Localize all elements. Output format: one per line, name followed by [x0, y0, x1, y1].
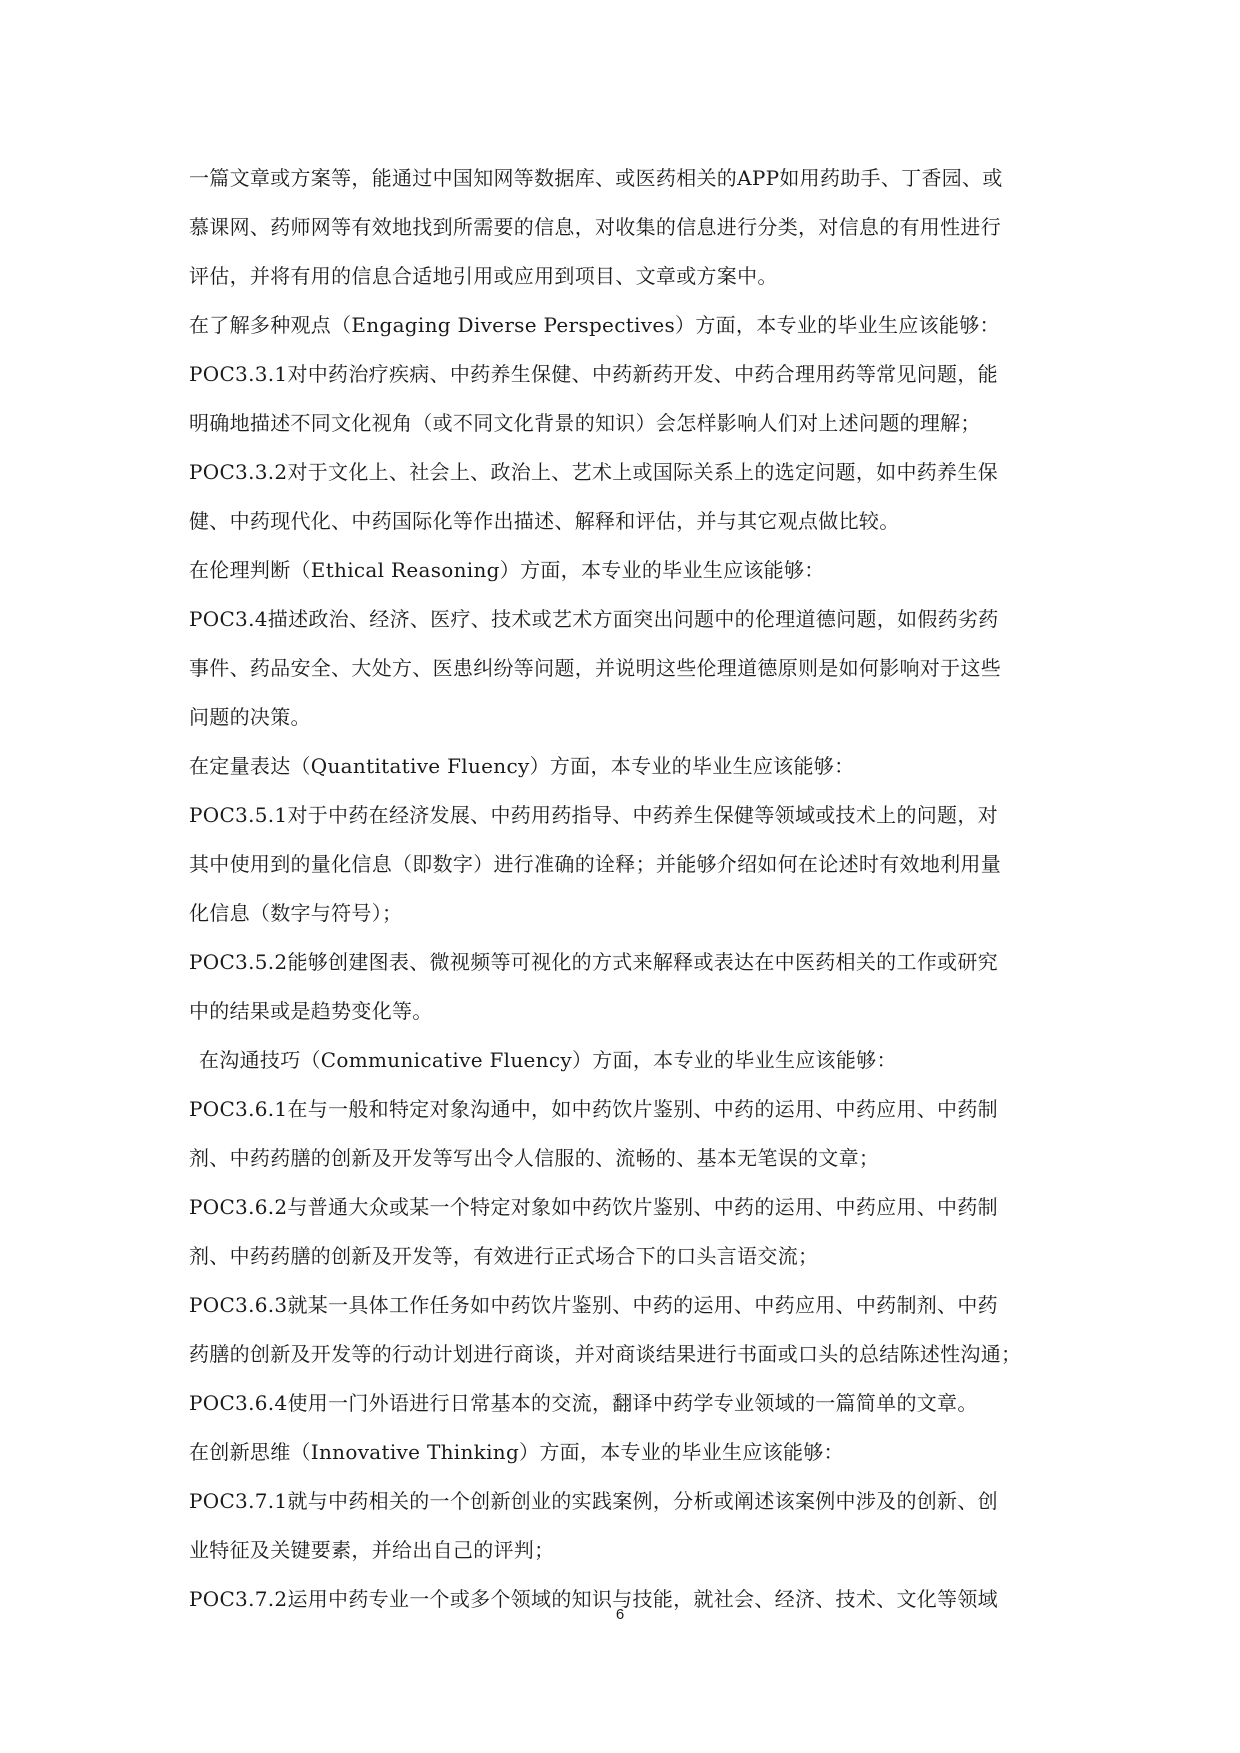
text-line: 明确地描述不同文化视角（或不同文化背景的知识）会怎样影响人们对上述问题的理解；	[189, 411, 981, 435]
text-line: POC3.4描述政治、经济、医疗、技术或艺术方面突出问题中的伦理道德问题，如假药劣药	[189, 607, 999, 631]
text-line: 一篇文章或方案等，能通过中国知网等数据库、或医药相关的APP如用药助手、丁香园、或	[189, 166, 1003, 190]
text-line: 慕课网、药师网等有效地找到所需要的信息，对收集的信息进行分类，对信息的有用性进行	[189, 215, 1001, 239]
body-text	[189, 154, 1059, 1624]
text-line: POC3.5.2能够创建图表、微视频等可视化的方式来解释或表达在中医药相关的工作或研究	[189, 950, 998, 974]
text-line: POC3.6.3就某一具体工作任务如中药饮片鉴别、中药的运用、中药应用、中药制剂、中药	[189, 1293, 998, 1317]
page-number: 6	[615, 1606, 625, 1623]
text-line: 中的结果或是趋势变化等。	[189, 999, 433, 1023]
text-line: 业特征及关键要素，并给出自己的评判；	[189, 1538, 555, 1562]
text-line: 其中使用到的量化信息（即数字）进行准确的诠释；并能够介绍如何在论述时有效地利用量	[189, 852, 1001, 876]
text-line: POC3.3.1对中药治疗疾病、中药养生保健、中药新药开发、中药合理用药等常见问题，能	[189, 362, 998, 386]
text-line: 化信息（数字与符号）；	[189, 901, 403, 925]
text-line: 剂、中药药膳的创新及开发等写出令人信服的、流畅的、基本无笔误的文章；	[189, 1146, 880, 1170]
text-line: 药膳的创新及开发等的行动计划进行商谈，并对商谈结果进行书面或口头的总结陈述性沟通；	[189, 1342, 1022, 1366]
text-line: POC3.5.1对于中药在经济发展、中药用药指导、中药养生保健等领域或技术上的问题，对	[189, 803, 998, 827]
section-heading-quantitative-fluency: 在定量表达（Quantitative Fluency）方面，本专业的毕业生应该能够：	[189, 754, 855, 778]
text-line: POC3.7.1就与中药相关的一个创新创业的实践案例，分析或阐述该案例中涉及的创新、创	[189, 1489, 998, 1513]
text-line: POC3.3.2对于文化上、社会上、政治上、艺术上或国际关系上的选定问题，如中药养生保	[189, 460, 998, 484]
text-line: POC3.6.1在与一般和特定对象沟通中，如中药饮片鉴别、中药的运用、中药应用、中药制	[189, 1097, 998, 1121]
section-heading-innovative-thinking: 在创新思维（Innovative Thinking）方面，本专业的毕业生应该能够：	[189, 1440, 844, 1464]
text-line: 健、中药现代化、中药国际化等作出描述、解释和评估，并与其它观点做比较。	[189, 509, 900, 533]
section-heading-ethical-reasoning: 在伦理判断（Ethical Reasoning）方面，本专业的毕业生应该能够：	[189, 558, 825, 582]
text-line: POC3.7.2运用中药专业一个或多个领域的知识与技能，就社会、经济、技术、文化等领域	[189, 1587, 998, 1611]
text-line: 剂、中药药膳的创新及开发等，有效进行正式场合下的口头言语交流；	[189, 1244, 819, 1268]
text-line: POC3.6.4使用一门外语进行日常基本的交流，翻译中药学专业领域的一篇简单的文章。	[189, 1391, 978, 1415]
section-heading-diverse-perspectives: 在了解多种观点（Engaging Diverse Perspectives）方面，本专业的毕业生应该能够：	[189, 313, 1000, 337]
text-line: 事件、药品安全、大处方、医患纠纷等问题，并说明这些伦理道德原则是如何影响对于这些	[189, 656, 1001, 680]
section-heading-communicative-fluency: 在沟通技巧（Communicative Fluency）方面，本专业的毕业生应该能够：	[199, 1048, 897, 1072]
text-line: 评估，并将有用的信息合适地引用或应用到项目、文章或方案中。	[189, 264, 778, 288]
text-line: 问题的决策。	[189, 705, 311, 729]
text-line: POC3.6.2与普通大众或某一个特定对象如中药饮片鉴别、中药的运用、中药应用、中药制	[189, 1195, 998, 1219]
